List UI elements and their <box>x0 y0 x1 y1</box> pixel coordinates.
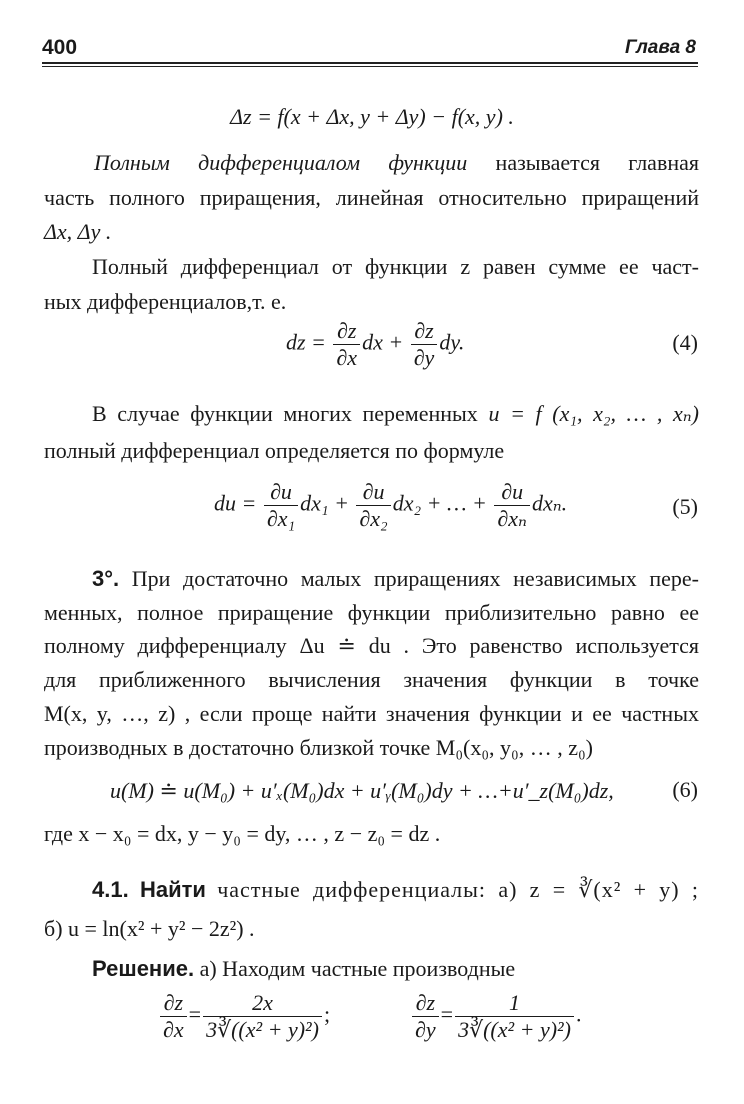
problem-number: 4.1. <box>92 877 129 902</box>
para4-line2: менных, полное приращение функции приблизительно равно ее <box>44 600 699 625</box>
final-formula-dzdx: $\frac{\partial z}{\partial x}$ = $\frac{2x}{\text{3∛((x² + y)²)}}$ ; <box>158 990 330 1043</box>
eq-number-4: (4) <box>672 330 698 355</box>
problem-verb: Найти <box>139 877 206 902</box>
formula-total-increment: Δz = f(x + Δx, y + Δy) − f(x, y) . <box>230 104 514 129</box>
final-formula-dzdy: $\frac{\partial z}{\partial y}$ = $\frac{1}{\text{3∛((x² + y)²)}}$ . <box>410 990 581 1043</box>
para2-line1 <box>44 253 699 281</box>
section-marker: 3°. <box>92 566 120 591</box>
where-line: где x − x₀ = dx, y − y₀ = dy, … , z − z₀ = dz . <box>44 821 441 846</box>
page-number: 400 <box>42 36 78 59</box>
solution-text: а) Находим частные производные <box>199 956 516 981</box>
para4-line3: полному дифференциалу Δu ≐ du . Это равенство используется <box>44 633 699 658</box>
f4-frac1: $\frac{\partial z}{\partial x}$ <box>333 318 360 371</box>
f5-frac3: $\frac{\partial u}{\text{∂xₙ}}$ <box>494 479 530 532</box>
eq-number-6: (6) <box>672 777 698 802</box>
problem-line2: б) u = ln(x² + y² − 2z²) . <box>44 916 255 941</box>
chapter-title: Глава 8 <box>625 37 696 58</box>
para4-line1 <box>44 565 699 593</box>
problem-line1-rest: частные дифференциалы: а) z = ∛(x² + y) ; <box>217 877 700 902</box>
f4-lhs: dz = <box>286 329 326 355</box>
para1-line1 <box>44 149 699 177</box>
para4-line5: M(x, y, …, z) , если проще найти значения функции и ее частных <box>44 701 699 726</box>
para4-line1-rest: При достаточно малых приращениях независимых пере- <box>131 566 699 591</box>
para1-line2: часть полного приращения, линейная относительно приращений <box>44 185 699 210</box>
para3-line2: полный дифференциал определяется по формуле <box>44 438 505 463</box>
formula-5: du = $\frac{\partial u}{\text{∂x₁}}$ dx₁ + $\frac{\partial u}{\text{∂x₂}}$ dx₂ + … + $\frac{\partial u}{\text{∂xₙ}}$ dxₙ. <box>214 479 568 531</box>
header-rule-thick <box>42 62 698 64</box>
solution-label: Решение. <box>92 956 195 981</box>
problem-line1 <box>44 876 699 904</box>
eq-number-5: (5) <box>672 494 698 519</box>
f5-frac2: $\frac{\partial u}{\text{∂x₂}}$ <box>356 479 390 532</box>
solution-line <box>92 955 515 983</box>
header-rule-thin <box>42 66 698 67</box>
f4-frac2: $\frac{\partial z}{\partial y}$ <box>411 318 438 371</box>
para3-formula: u = f (x₁, x₂, … , xₙ) <box>488 401 699 426</box>
para2-line2: ных дифференциалов,т. е. <box>44 289 287 314</box>
term-full-differential: Полным дифференциалом функции <box>94 150 468 175</box>
para4-line6: производных в достаточно близкой точке M₀(x₀, y₀, … , z₀) <box>44 735 593 760</box>
para4-line4: для приближенного вычисления значения функции в точке <box>44 667 699 692</box>
formula-4: dz = $\frac{\partial z}{\partial x}$ dx + $\frac{\partial z}{\partial y}$ dy. <box>286 318 465 370</box>
f5-frac1: $\frac{\partial u}{\text{∂x₁}}$ <box>264 479 298 532</box>
formula-6: u(M) ≐ u(M₀) + u′ₓ(M₀)dx + u′ᵧ(M₀)dy + …+u′_z(M₀)dz, <box>110 778 614 803</box>
para2-line1-text: Полный дифференциал от функции z равен сумме ее част- <box>92 254 699 279</box>
para3-line1 <box>44 400 699 428</box>
para3-line1-text: В случае функции многих переменных <box>92 401 478 426</box>
para1-line3: Δx, Δy . <box>44 219 112 244</box>
f5-lhs: du = <box>214 490 257 516</box>
para1-line1-rest: называется главная <box>495 150 699 175</box>
